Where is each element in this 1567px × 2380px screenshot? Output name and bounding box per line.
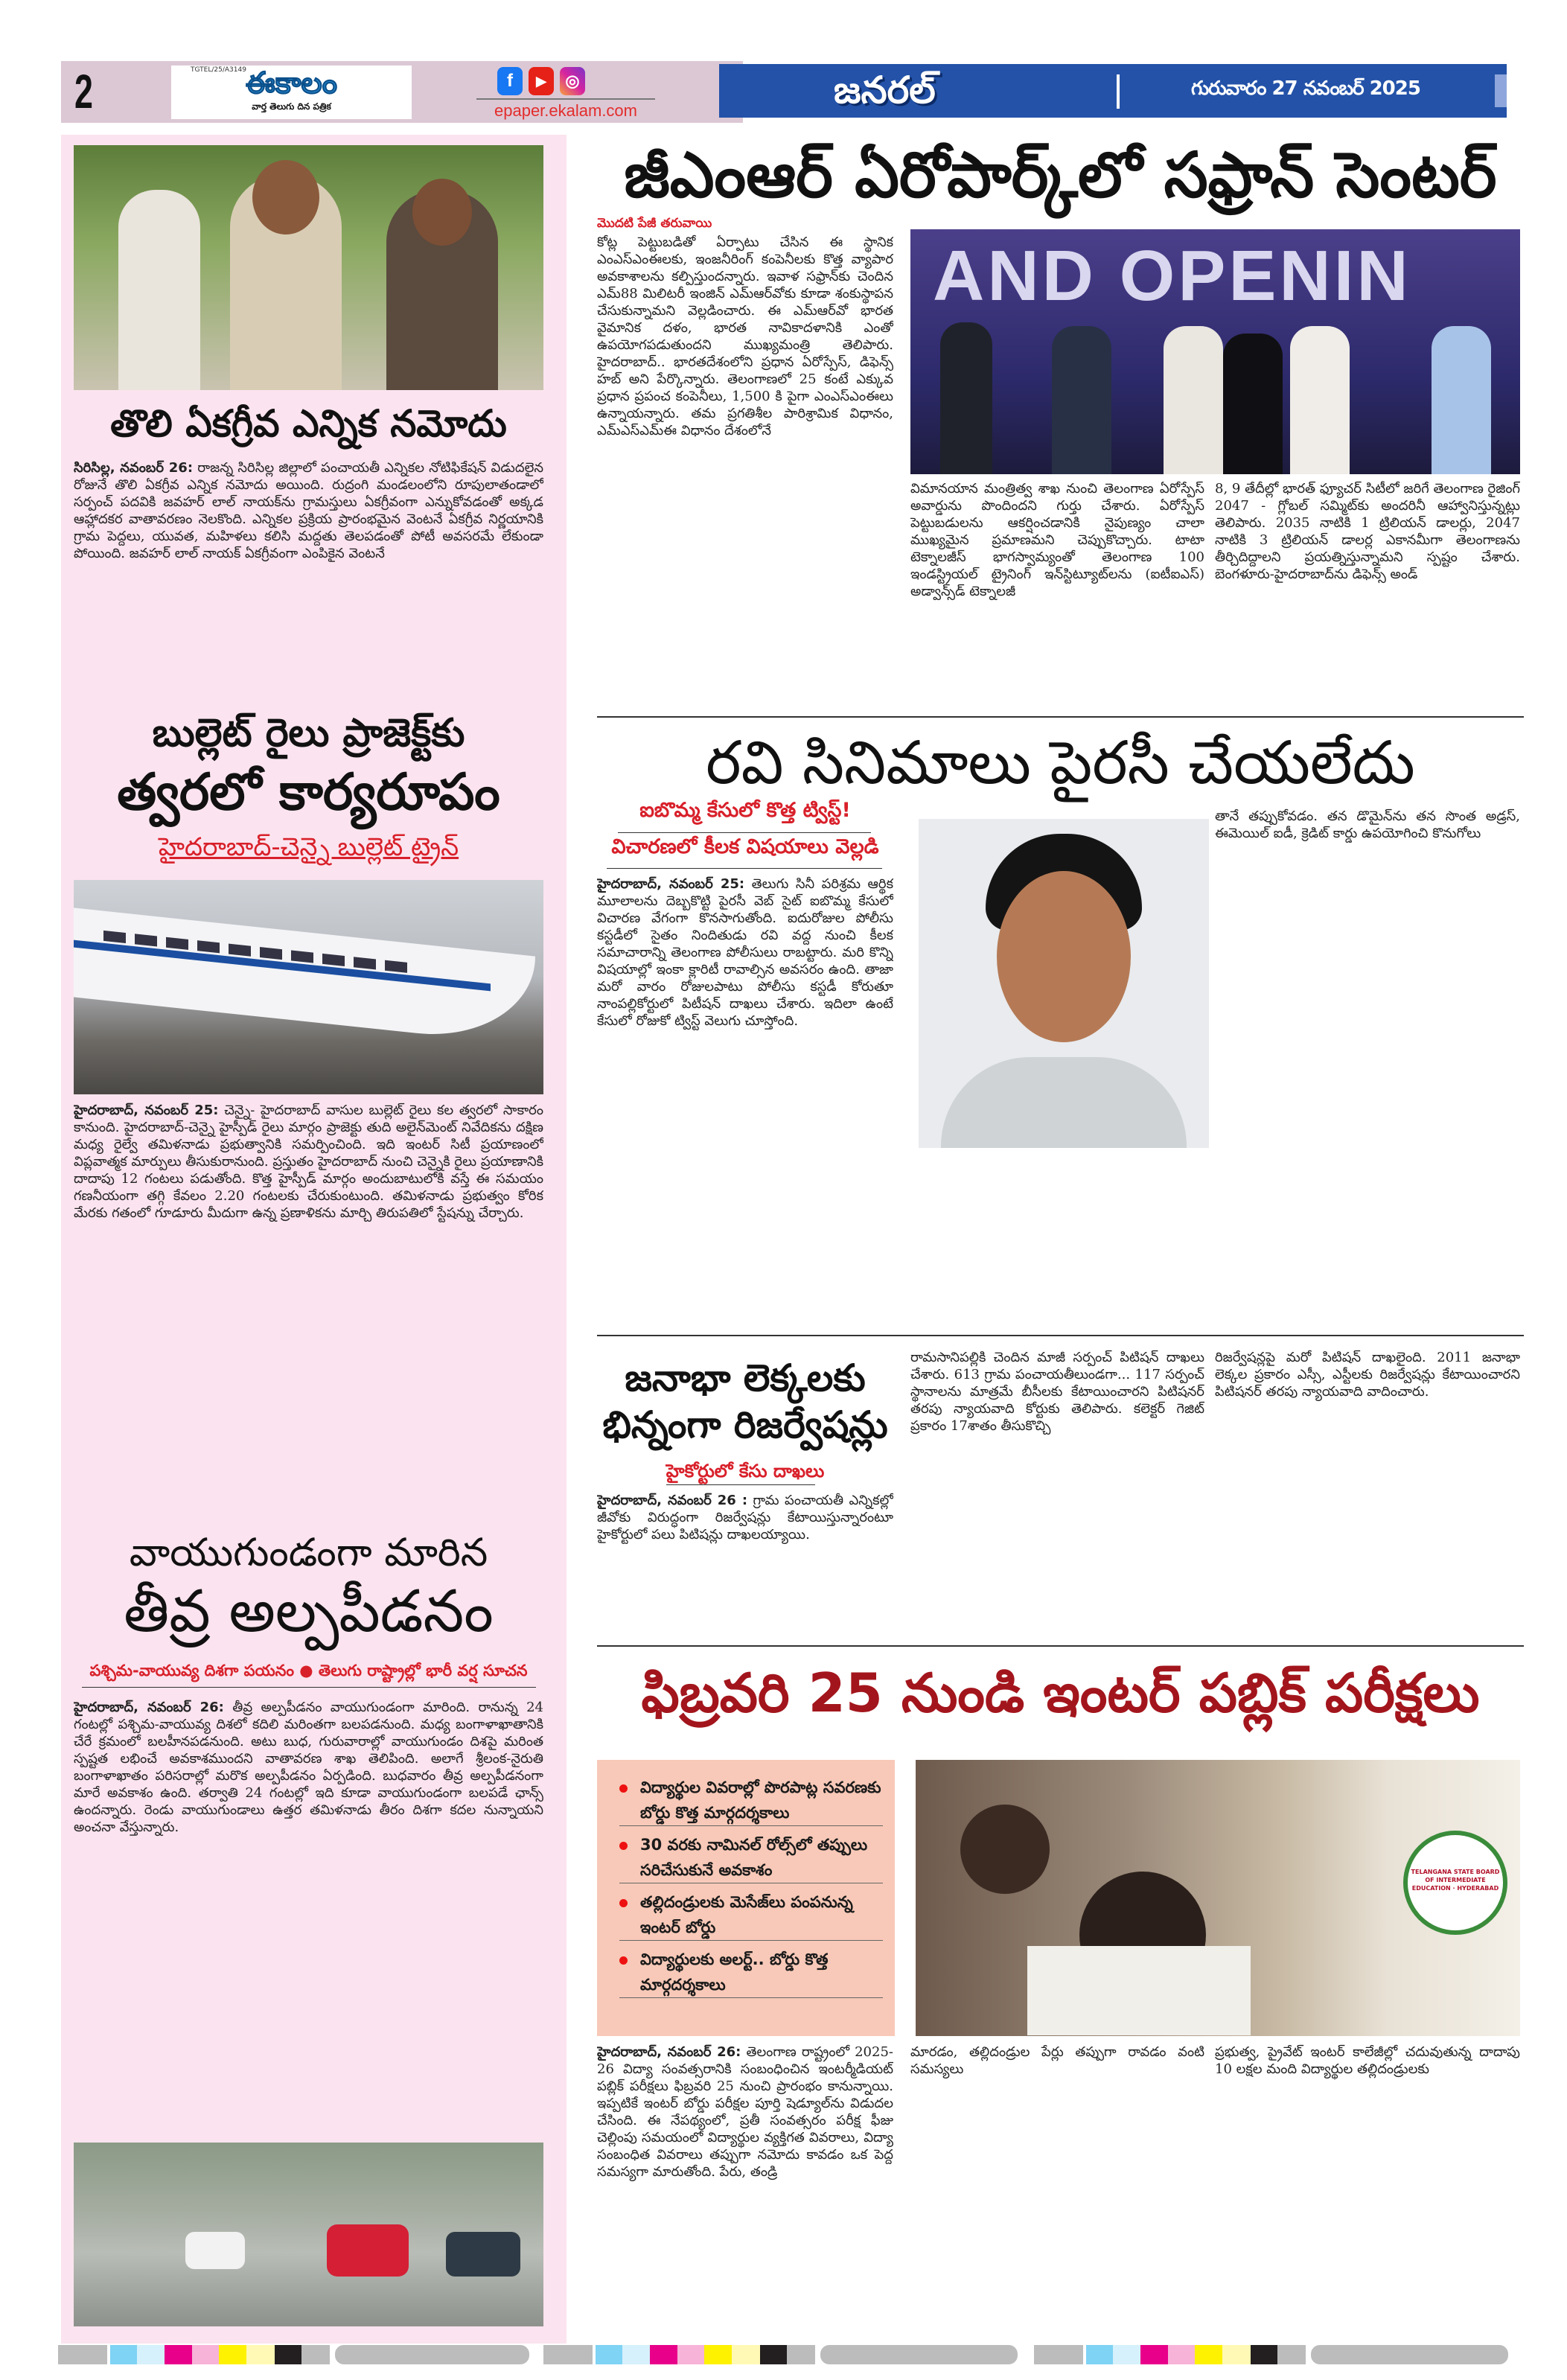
divider <box>597 1335 1524 1336</box>
accused-portrait-photo <box>919 819 1209 1148</box>
piracy-kicker-1: ఐబొమ్మ కేసులో కొత్త ట్విస్ట్! <box>639 799 851 822</box>
article-text: తెలంగాణ రాష్ట్రంలో 2025-26 విద్యా సంవత్సరానికి సంబంధించిన ఇంటర్మీడియట్ పబ్లిక్ పరీక్షలు ఫిబ్రవరి 25 నుంచి ప్రారంభం కానున్నాయి. ఇప్పటికే ఇంటర్ బోర్డు పరీక్షల పూర్తి షెడ్యూల్‌ను విడుదల చేసింది. ఈ నేపథ్యంలో, ప్రతీ సంవత్సరం పరీక్ష ఫీజు చెల్లింపు సమయంలో విద్యార్థుల వ్యక్తిగత వివరాలు, విద్యా సంబంధిత వివరాలు తప్పుగా నమోదు కావడం ఒక పెద్ద సమస్యగా మారుతోంది. పేరు, తండ్రి <box>597 2044 893 2180</box>
logo-text: ఈకాలం <box>245 66 338 101</box>
newspaper-logo[interactable] <box>171 66 412 119</box>
highlight-item: 30 వరకు నామినల్ రోల్స్‌లో తప్పులు సరిచేసుకునే అవకాశం <box>619 1832 883 1883</box>
inter-highlights-box <box>597 1760 895 2036</box>
census-subhead: హైకోర్టులో కేసు దాఖలు <box>666 1461 825 1481</box>
highlight-item: విద్యార్థుల వివరాల్లో పొరపాట్ల సవరణకు బోర్డు కొత్త మార్గదర్శకాలు <box>619 1775 883 1826</box>
bullet-train-headline-1: బుల్లెట్ రైలు ప్రాజెక్ట్‌కు <box>152 711 465 756</box>
election-headline: తొలి ఏకగ్రీవ ఎన్నిక నమోదు <box>110 402 507 445</box>
page-number: 2 <box>74 65 93 118</box>
divider <box>607 868 882 869</box>
website-link[interactable]: epaper.ekalam.com <box>476 98 655 121</box>
section-title: జనరల్ <box>834 68 936 112</box>
gmr-body-col1: కోట్ల పెట్టుబడితో ఏర్పాటు చేసిన ఈ స్థానిక ఎంఎస్ఎంఈలకు, ఇంజనీరింగ్ కంపెనీలకు కొత్త వ్యాపార అవకాశాలను కల్పిస్తుందన్నారు. ఇవాళ సఫ్రాన్‌కు చెందిన ఎమ్88 మిలిటరీ ఇంజిన్ ఎమ్ఆర్‌వోకు కూడా శంకుస్థాపన చేసుకున్నామని వెల్లడించారు. ఈ ఎమ్ఆర్‌వో భారత వైమానిక దళం, భారత నావికాదళానికి ఎంతో ఉపయోగపడుతుందని ముఖ్యమంత్రి తెలిపారు. హైదరాబాద్.. భారతదేశంలోని ప్రధాన ఏరోస్పేస్, డిఫెన్స్ హబ్ అని పేర్కొన్నారు. తెలంగాణలో 25 కంటే ఎక్కువ ప్రధాన ప్రపంచ కంపెనీలు, 1,500 కి పైగా ఎంఎస్ఎంఈలు ఉన్నాయన్నారు. తమ ప్రగతిశీల పారిశ్రామిక విధానం, ఎమ్ఎస్ఎమ్ఈ విధానం దేశంలోనే <box>597 235 893 438</box>
divider <box>82 1687 536 1688</box>
divider <box>597 716 1524 718</box>
logo-tagline: వార్త తెలుగు దిన పత్రిక <box>252 101 331 112</box>
article-text: రాజన్న సిరిసిల్ల జిల్లాలో పంచాయతీ ఎన్నికల నోటిఫికేషన్ విడుదలైన రోజునే తొలి ఏకగ్రీవ ఎన్నిక నమోదు అయింది. రుద్రంగి మండలంలోని రూపులాతండాలో సర్పంచ్ పదవికి జవహర్ లాల్ నాయక్‌ను గ్రామస్తులు ఏకగ్రీవంగా ఎన్నుకోవడంతో అక్కడ ఆహ్లాదకర వాతావరణం నెలకొంది. ఎన్నికల ప్రక్రియ ప్రారంభమైన వెంటనే ఏకగ్రీవ నిర్ణయానికి గ్రామ పెద్దలు, యువత, మహిళలు కలిసి మద్దతు తెలపడంతో పోటీ అవసరమే లేకుండా పోయింది. జవహర్ లాల్ నాయక్ ఏకగ్రీవంగా ఎంపికైన వెంటనే <box>74 460 543 561</box>
cyclone-subhead: పశ్చిమ-వాయువ్య దిశగా పయనం ● తెలుగు రాష్ట్రాల్లో భారీ వర్ష సూచన <box>89 1662 528 1679</box>
election-body <box>74 459 543 705</box>
bullet-train-body <box>74 1102 543 1508</box>
inter-exams-headline: ఫిబ్రవరి 25 నుండి ఇంటర్ పబ్లిక్ పరీక్షలు <box>641 1662 1480 1724</box>
instagram-icon[interactable]: ◎ <box>560 67 585 95</box>
continuation-byline: మొదటి పేజీ తరువాయి <box>597 216 712 231</box>
piracy-kicker-2: విచారణలో కీలక విషయాలు వెల్లడి <box>611 835 879 858</box>
bullet-train-headline-2: త్వరలో కార్యరూపం <box>117 763 500 822</box>
bullet-train-photo <box>74 880 543 1094</box>
band-end-marker <box>1495 74 1507 107</box>
inter-body-col1 <box>597 2044 893 2334</box>
highlight-item: విద్యార్థులకు అలర్ట్.. బోర్డు కొత్త మార్గదర్శకాలు <box>619 1947 883 1998</box>
piracy-body-col2 <box>910 1155 1204 1329</box>
census-body-col2: రామసానిపల్లికి చెందిన మాజీ సర్పంచ్ పిటిషన్ దాఖలు చేశారు. 613 గ్రామ పంచాయతీలుండగా... 117 సర్పంచ్ స్థానాలను మాత్రమే బీసీలకు కేటాయించారని పిటిషనర్ తరపు న్యాయవాది కోర్టుకు తెలిపారు. కలెక్టర్ గెజిట్ ప్రకారం 17శాతం తీసుకొచ్చి <box>910 1350 1204 1434</box>
exam-hall-photo <box>916 1760 1520 2036</box>
gmr-event-photo <box>910 229 1520 474</box>
election-photo <box>74 145 543 390</box>
gmr-headline: జీఎంఆర్ ఏరోపార్క్‌లో సఫ్రాన్ సెంటర్ <box>624 138 1497 211</box>
cyclone-headline-2: తీవ్ర అల్పపీడనం <box>124 1578 494 1645</box>
rain-photo <box>74 2143 543 2326</box>
article-text: తెలుగు సినీ పరిశ్రమ ఆర్థిక మూలాలను దెబ్బకొట్టి పైరసీ వెబ్ సైట్ ఐబొమ్మ కేసులో విచారణ వేగంగా కొనసాగుతోంది. ఐదురోజుల పోలీసు కస్టడీలో సైతం నిందితుడు రవి వద్ద నుంచి కీలక సమాచారాన్ని తెలంగాణ పోలీసులు రాబట్టారు. మరి కొన్ని విషయాల్లో ఇంకా క్లారిటీ రావాల్సిన అవసరం ఉంది. తాజా మరో వారం రోజులపాటు పోలీసు కస్టడీ కోరుతూ నాంపల్లికోర్టులో పిటీషన్ దాఖలు చేశారు. ఇదిలా ఉంటే కేసులో రోజుకో ట్విస్ట్ వెలుగు చూస్తోంది. <box>597 876 893 1029</box>
logo-lettering: TELANGANA STATE BOARD OF INTERMEDIATE EDUCATION · HYDERABAD <box>1411 1869 1500 1892</box>
gmr-body-col3: 8, 9 తేదీల్లో భారత్ ఫ్యూచర్ సిటీలో జరిగే తెలంగాణ రైజింగ్ 2047 - గ్లోబల్ సమ్మిట్‌కు అందరినీ ఆహ్వానిస్తున్నట్లు తెలిపారు. 2035 నాటికి 1 ట్రిలియన్ డాలర్లు, 2047 నాటికి 3 ట్రిలియన్ డాలర్ల ఎకానమీగా తెలంగాణను తీర్చిదిద్దాలని ప్రయత్నిస్తున్నామని స్పష్టం చేశారు. బెంగళూరు-హైదరాబాద్‌ను డిఫెన్స్ అండ్ <box>1215 481 1520 582</box>
issue-date: గురువారం 27 నవంబర్ 2025 <box>1191 77 1420 100</box>
photo-backdrop-text: AND OPENIN <box>933 236 1411 316</box>
dateline: సిరిసిల్ల, నవంబర్ 26: <box>74 460 194 476</box>
article-text: గ్రామ పంచాయతీ ఎన్నికల్లో జీవోకు విరుద్ధంగా రిజర్వేషన్లు కేటాయిస్తున్నారంటూ హైకోర్టులో పలు పిటిషన్లు దాఖలయ్యాయి. <box>597 1493 893 1542</box>
cyclone-body <box>74 1699 543 2128</box>
intermediate-board-logo <box>1403 1831 1507 1935</box>
divider <box>1117 74 1120 109</box>
inter-body-col3: ప్రభుత్వ, ప్రైవేట్ ఇంటర్ కాలేజీల్లో చదువుతున్న దాదాపు 10 లక్షల మంది విద్యార్థుల తల్లిదండ్రులకు <box>1215 2044 1520 2077</box>
highlight-item: తల్లిదండ్రులకు మెసేజ్‌లు పంపనున్న ఇంటర్ బోర్డు <box>619 1889 883 1941</box>
article-text: చెన్నై- హైదరాబాద్ వాసుల బుల్లెట్ రైలు కల త్వరలో సాకారం కానుంది. హైదరాబాద్-చెన్నై హైస్పీడ్ రైలు మార్గం ప్రాజెక్టు తుది అలైన్‌మెంట్ నివేదికను దక్షిణ మధ్య రైల్వే తమిళనాడు ప్రభుత్వానికి సమర్పించింది. ఇది ఇంటర్ సిటీ ప్రయాణంలో విప్లవాత్మక మార్పులు తీసుకురానుంది. ప్రస్తుతం హైదరాబాద్ నుంచి చెన్నైకి రైలు ప్రయాణానికి దాదాపు 12 గంటలు పడుతోంది. కొత్త హైస్పీడ్ మార్గం అందుబాటులోకి వస్తే ఈ సమయం గణనీయంగా తగ్గి కేవలం 2.20 గంటలకు చేరుకుంటుంది. తమిళనాడు ప్రభుత్వం కోరిక మేరకు గతంలో గూడూరు మీదుగా ఉన్న ప్రణాళికను మార్చి తిరుపతిలో స్టేషన్ను చేర్చారు. <box>74 1103 543 1221</box>
youtube-icon[interactable]: ▶ <box>529 67 554 95</box>
dateline: హైదరాబాద్, నవంబర్ 25: <box>74 1103 219 1118</box>
census-headline-2: భిన్నంగా రిజర్వేషన్లు <box>602 1403 888 1446</box>
gmr-body-col2: విమానయాన మంత్రిత్వ శాఖ నుంచి తెలంగాణ ఏరోస్పేస్ అవార్డును పొందిందని గుర్తు చేశారు. ఏరోస్పేస్ పెట్టుబడులను ఆకర్షించడానికి నైపుణ్యం చాలా ముఖ్యమైన ప్రమాణమని చెప్పుకొచ్చారు. టాటా టెక్నాలజీస్ భాగస్వామ్యంతో తెలంగాణ 100 ఇండస్ట్రియల్ ట్రైనింగ్ ఇన్‌స్టిట్యూట్‌లను (ఐటీఐఎస్) అడ్వాన్స్‌డ్ టెక్నాలజీ <box>910 481 1204 599</box>
article-text: తీవ్ర అల్పపీడనం వాయుగుండంగా మారింది. రానున్న 24 గంటల్లో పశ్చిమ-వాయువ్య దిశలో కదిలి మరింతగా బలపడనుంది. మధ్య బంగాళాఖాతానికి చేరే క్రమంలో బలహీనపడనుంది. అటు బుధ, గురువారాల్లో వాయుగుండం దిశపై మరింత స్పష్టత లభించే అవకాశముందని వాతావరణ శాఖ తెలిపింది. అలాగే శ్రీలంక-నైరుతి బంగాళాఖాతం పరిసరాల్లో మరొక అల్పపీడనం ఏర్పడింది. బుధవారం తీవ్ర అల్పపీడనంగా మారే అవకాశం ఉంది. తర్వాతి 24 గంటల్లో ఇది కూడా వాయుగుండంగా బలపడే ఛాన్స్ ఉందన్నారు. రెండు వాయుగుండాలు ఉత్తర తమిళనాడు తీరం దిశగా కదల నున్నాయని అంచనా వేస్తున్నారు. <box>74 1700 543 1835</box>
dateline: హైదరాబాద్, నవంబర్ 26: <box>597 2044 741 2060</box>
piracy-body-col1 <box>597 875 893 1330</box>
divider <box>618 832 871 833</box>
divider <box>666 1484 815 1485</box>
piracy-body-col3: తానే తప్పుకోవడం. తన డొమైన్‌ను తన సొంత అడ్రస్, ఈమెయిల్ ఐడీ, క్రెడిట్ కార్డు ఉపయోగించి కొనుగోలు <box>1215 808 1520 841</box>
inter-body-col2: మారడం, తల్లిదండ్రుల పేర్లు తప్పుగా రావడం వంటి సమస్యలు <box>910 2044 1204 2077</box>
dateline: హైదరాబాద్, నవంబర్ 26: <box>74 1700 224 1715</box>
facebook-icon[interactable]: f <box>497 67 523 95</box>
census-body-col1 <box>597 1492 893 1626</box>
census-body-col3: రిజర్వేషన్లపై మరో పిటిషన్ దాఖలైంది. 2011 జనాభా లెక్కల ప్రకారం ఎస్సీ, ఎస్టీలకు రిజర్వేషన్లు కేటాయించారని పిటిషనర్ తరపు న్యాయవాది వాదించారు. <box>1215 1350 1520 1400</box>
divider <box>597 1645 1524 1647</box>
dateline: హైదరాబాద్, నవంబర్ 26 : <box>597 1493 748 1508</box>
registration-number: TGTEL/25/A3149 <box>191 66 246 74</box>
census-headline-1: జనాభా లెక్కలకు <box>625 1356 866 1400</box>
piracy-headline: రవి సినిమాలు పైరసీ చేయలేదు <box>706 728 1415 797</box>
bullet-train-subhead: హైదరాబాద్-చెన్నై బుల్లెట్ ట్రైన్ <box>158 832 459 862</box>
dateline: హైదరాబాద్, నవంబర్ 25: <box>597 876 745 892</box>
cyclone-headline-1: వాయుగుండంగా మారిన <box>129 1531 488 1575</box>
